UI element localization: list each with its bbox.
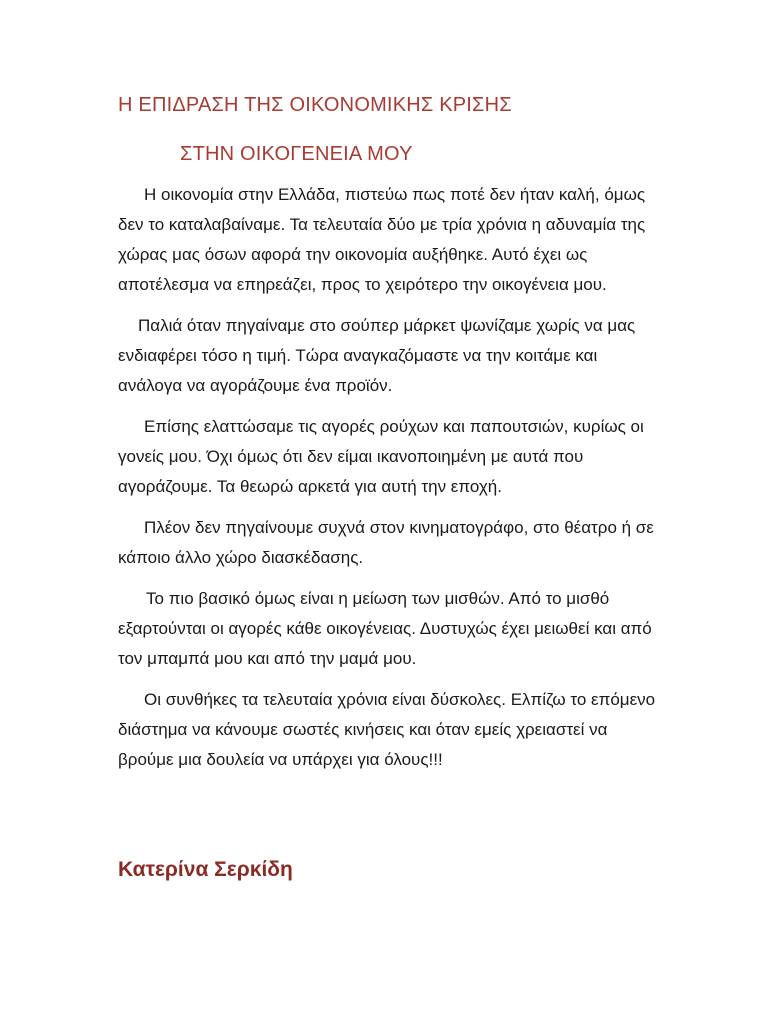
paragraph-salaries: Το πιο βασικό όμως είναι η μείωση των μισθών. Από το μισθό εξαρτούνται οι αγορές κάθε οικογένειας. Δυστυχώς έχει μειωθεί και από τον μπαμπά μου και από την μαμά μου. — [118, 589, 652, 668]
paragraph-economy: Η οικονομία στην Ελλάδα, πιστεύω πως ποτέ δεν ήταν καλή, όμως δεν το καταλαβαίναμε. Τα τελευταία δύο με τρία χρόνια η αδυναμία της χώρας μας όσων αφορά την οικονομία αυξήθηκε. Αυτό έχει ως αποτέλεσμα να επηρεάζει, προς το χειρότερο την οικογένεια μου. — [118, 185, 646, 294]
paragraph-entertainment: Πλέον δεν πηγαίνουμε συχνά στον κινηματογράφο, στο θέατρο ή σε κάποιο άλλο χώρο διασκέδασης. — [118, 518, 654, 567]
author-signature: Κατερίνα Σερκίδη — [118, 858, 293, 881]
title-line-1: Η ΕΠΙΔΡΑΣΗ ΤΗΣ ΟΙΚΟΝΟΜΙΚΗΣ ΚΡΙΣΗΣ — [118, 94, 512, 116]
paragraph-supermarket: Παλιά όταν πηγαίναμε στο σούπερ μάρκετ ψωνίζαμε χωρίς να μας ενδιαφέρει τόσο η τιμή. Τώρα αναγκαζόμαστε να την κοιτάμε και ανάλογα να αγοράζουμε ένα προϊόν. — [118, 316, 636, 395]
paragraph-clothes: Επίσης ελαττώσαμε τις αγορές ρούχων και παπουτσιών, κυρίως οι γονείς μου. Όχι όμως ότι δεν είμαι ικανοποιημένη με αυτά που αγοράζουμε. Τα θεωρώ αρκετά για αυτή την εποχή. — [118, 417, 644, 496]
paragraph-conclusion: Οι συνθήκες τα τελευταία χρόνια είναι δύσκολες. Ελπίζω το επόμενο διάστημα να κάνουμε σωστές κινήσεις και όταν εμείς χρειαστεί να βρούμε μια δουλεία να υπάρχει για όλους!!! — [118, 690, 656, 769]
title-line-2: ΣΤΗΝ ΟΙΚΟΓΕΝΕΙΑ ΜΟΥ — [180, 143, 413, 165]
essay-body — [118, 180, 658, 786]
